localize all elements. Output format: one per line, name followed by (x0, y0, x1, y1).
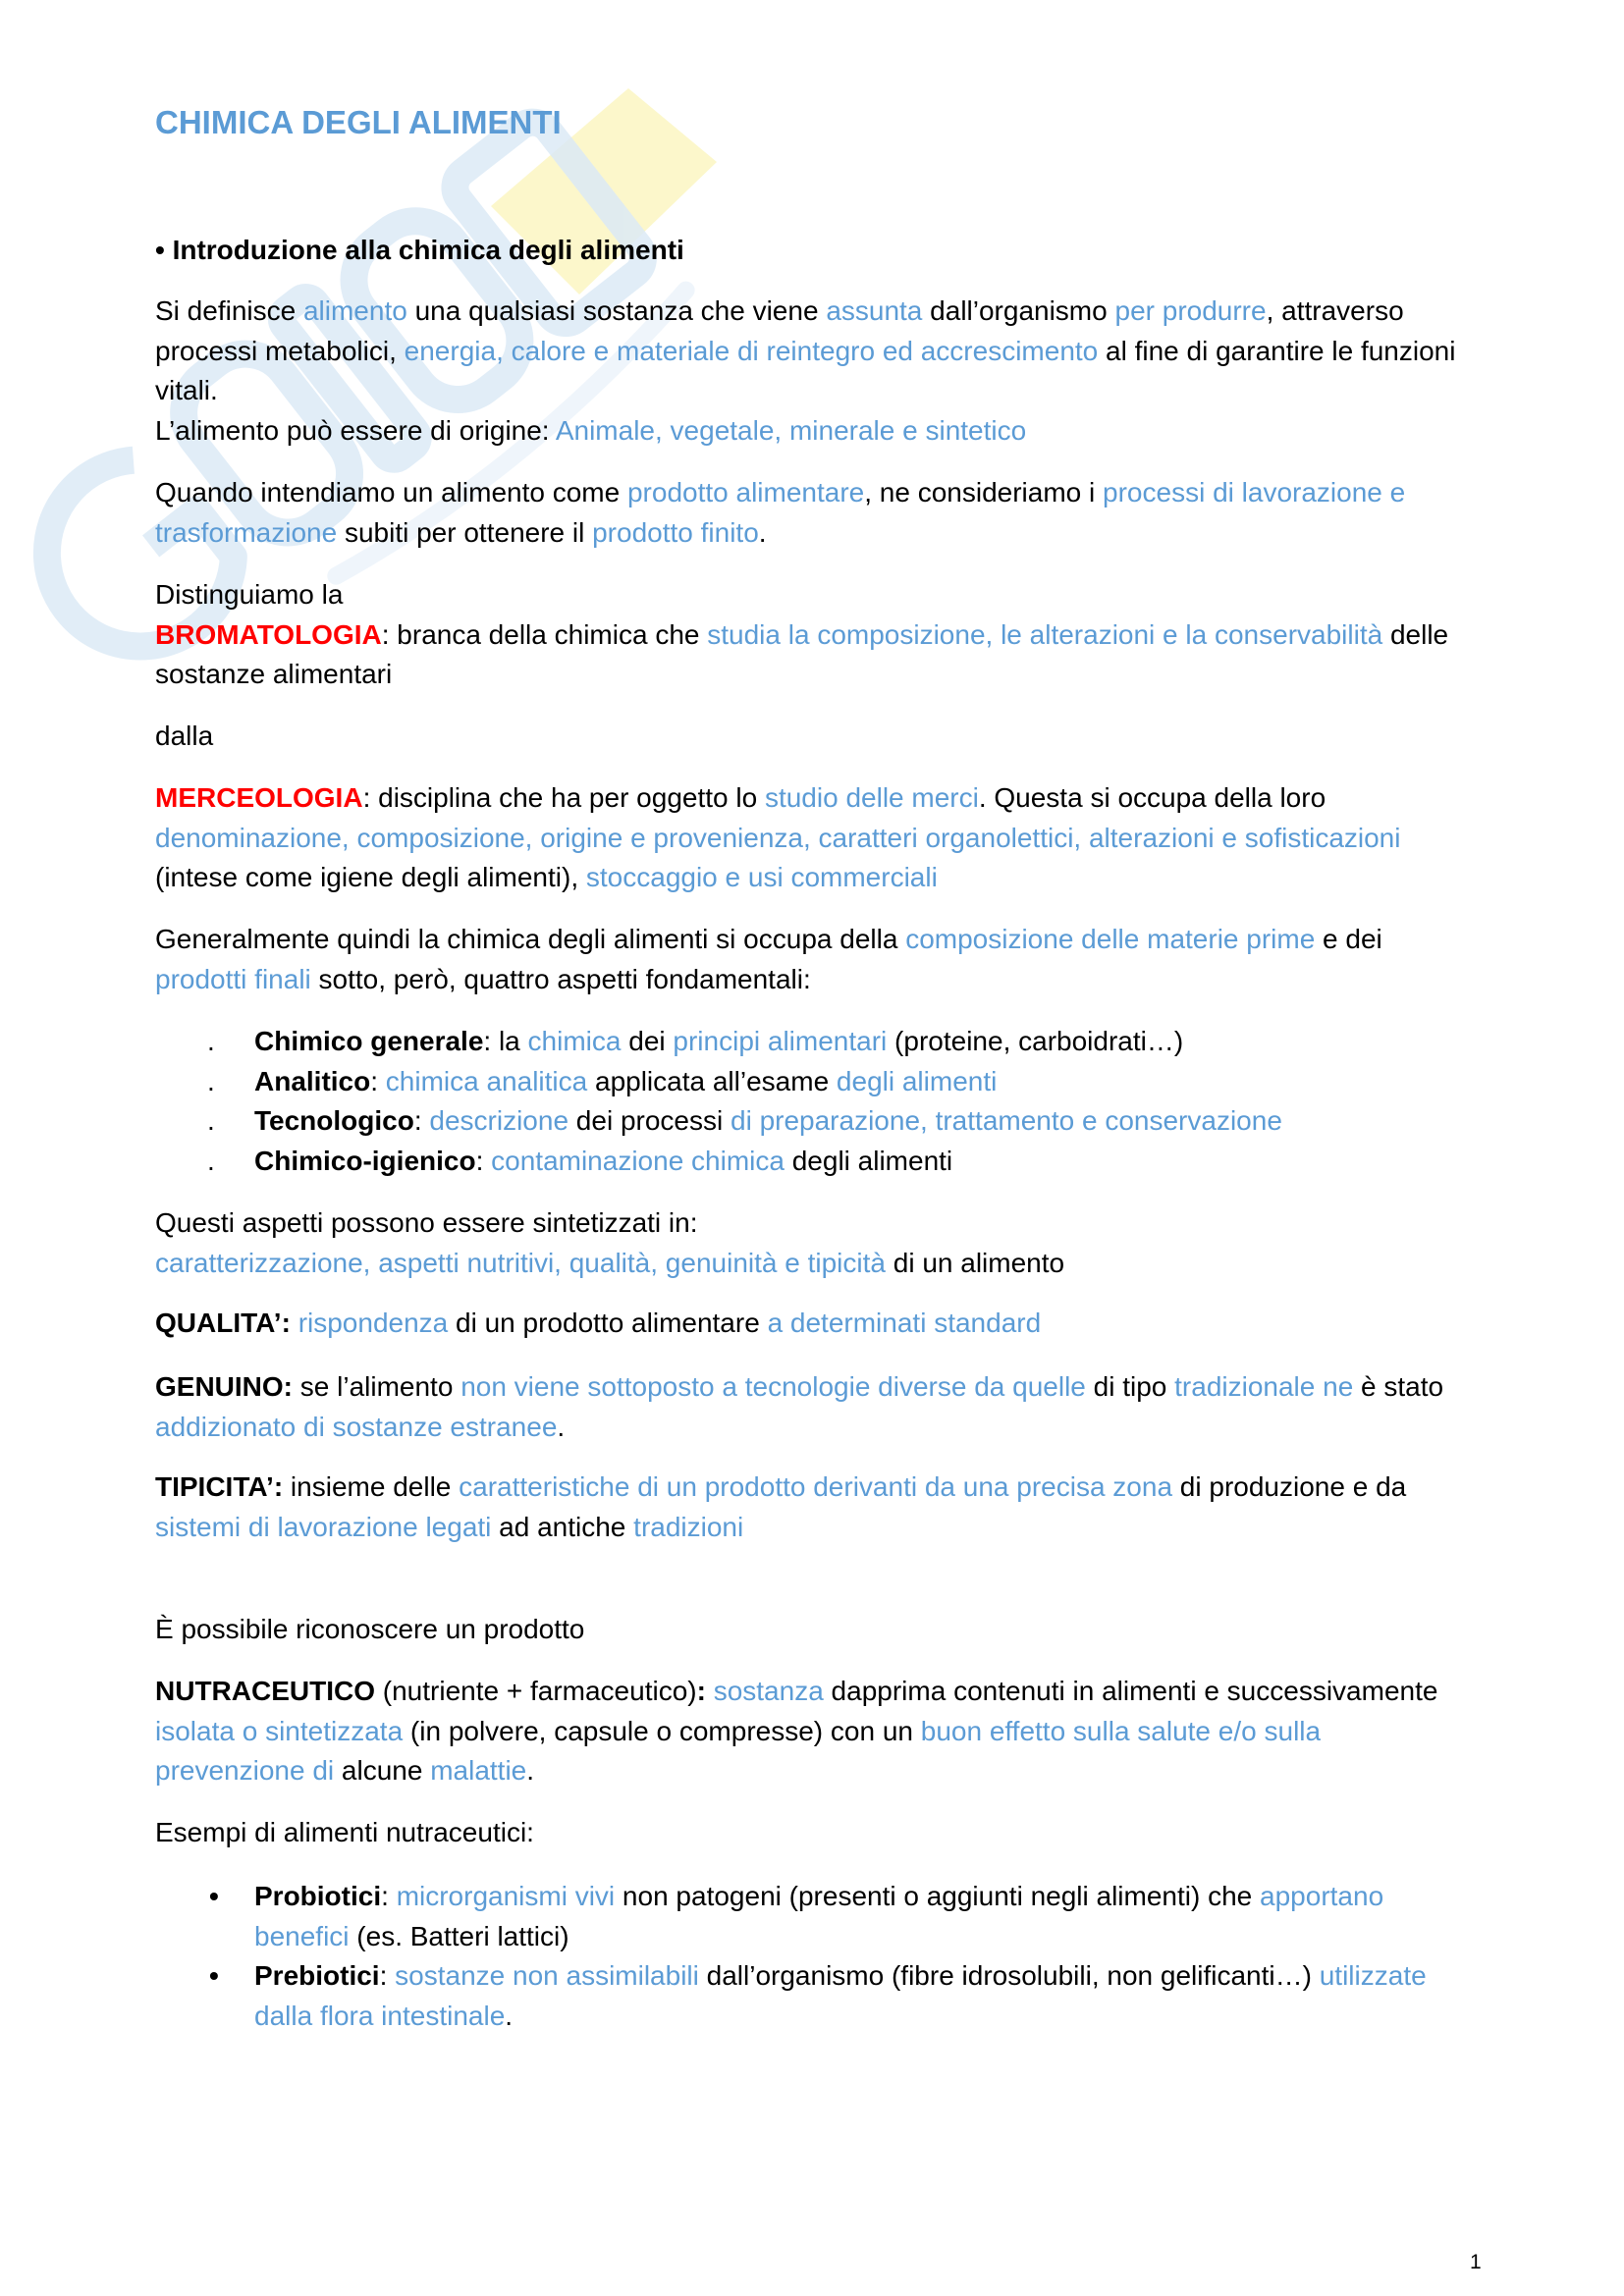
highlighted-text: caratteristiche di un prodotto derivanti da una precisa zona (459, 1471, 1173, 1502)
list-item-text (254, 1022, 1530, 1062)
text-run: dalla (155, 721, 214, 751)
highlighted-text: apportano (1260, 1881, 1384, 1911)
text-run: al fine di garantire le funzioni (1098, 335, 1456, 366)
highlighted-text: per produrre (1114, 295, 1267, 326)
text-run: dapprima contenuti in alimenti e successivamente (823, 1676, 1438, 1706)
text-run: subiti per ottenere il (337, 516, 593, 548)
list-item (155, 1142, 1530, 1182)
text-run: : la (483, 1026, 528, 1056)
text-run: (intese come igiene degli alimenti), (155, 862, 586, 893)
text-line (254, 1877, 1530, 1917)
text-run: (nutriente + farmaceutico) (375, 1676, 697, 1706)
aspects-list (155, 1022, 1530, 1181)
highlighted-text: caratterizzazione, aspetti nutritivi, qualità, genuinità e tipicità (155, 1247, 886, 1278)
bullet-marker: . (207, 1065, 215, 1096)
highlighted-text: sistemi di lavorazione legati (155, 1511, 492, 1542)
text-line (155, 292, 1530, 332)
page-number: 1 (1470, 2251, 1482, 2273)
highlighted-text: energia, calore e materiale di reintegro ed accrescimento (404, 335, 1099, 366)
bold-text: NUTRACEUTICO (155, 1676, 375, 1706)
list-item-text (254, 1101, 1530, 1142)
highlighted-text: chimica analitica (385, 1065, 588, 1096)
text-line (155, 1408, 1530, 1448)
text-run: . (505, 2000, 514, 2031)
bold-text: : (696, 1676, 706, 1706)
text-run: Quando intendiamo un alimento come (155, 477, 627, 507)
highlighted-text: composizione delle materie prime (905, 924, 1316, 954)
text-run: e dei (1315, 924, 1382, 954)
bullet-marker: . (207, 1145, 215, 1176)
text-line (155, 858, 1530, 898)
text-run: Generalmente quindi la chimica degli alimenti si occupa della (155, 924, 906, 954)
paragraph-merceologia (155, 778, 1530, 898)
bold-text: Chimico-igienico (254, 1145, 476, 1176)
highlighted-text: trasformazione (155, 516, 338, 548)
paragraph-aspetti-intro (155, 920, 1530, 999)
text-line (155, 717, 1530, 757)
highlighted-text: studia la composizione, le alterazioni e la conservabilità (707, 618, 1383, 650)
highlighted-text: rispondenza (298, 1308, 449, 1338)
text-line (155, 819, 1530, 859)
text-run: non patogeni (presenti o aggiunti negli alimenti) che (615, 1881, 1261, 1911)
paragraph-prodotto-alimentare (155, 473, 1530, 553)
highlighted-text: dalla flora intestinale (254, 2000, 506, 2031)
text-line (254, 1997, 1530, 2037)
highlighted-text: prodotti finali (155, 963, 311, 994)
bold-text: • Introduzione alla chimica degli alimenti (155, 235, 684, 265)
list-item (155, 1101, 1530, 1142)
text-run: delle (1382, 618, 1449, 650)
text-run: , ne consideriamo i (864, 477, 1104, 507)
bold-text: Chimico generale (254, 1026, 484, 1056)
text-line (155, 1304, 1530, 1344)
bold-text: Prebiotici (254, 1960, 380, 1992)
highlighted-text: isolata o sintetizzata (155, 1715, 404, 1746)
highlighted-text: benefici (254, 1920, 350, 1951)
text-line (155, 1672, 1530, 1712)
text-run: , attraverso (1266, 295, 1404, 326)
text-run: Esempi di alimenti nutraceutici: (155, 1817, 534, 1847)
highlighted-text: prevenzione di (155, 1755, 335, 1787)
highlighted-text: a determinati standard (767, 1308, 1042, 1338)
text-run: : (413, 1105, 430, 1137)
text-line (155, 332, 1530, 372)
definition-qualita (155, 1304, 1530, 1344)
text-run: ad antiche (491, 1511, 634, 1542)
text-run: : (475, 1145, 492, 1176)
highlighted-text: non viene sottoposto a tecnologie diverse da quelle (460, 1371, 1086, 1402)
paragraph-prodotto-riconoscibile (155, 1610, 1530, 1650)
highlighted-text: alimento (302, 295, 407, 326)
text-line (254, 1022, 1530, 1062)
definition-nutraceutico (155, 1672, 1530, 1791)
definition-tipicita (155, 1468, 1530, 1547)
text-line (155, 1610, 1530, 1650)
text-run: vitali. (155, 375, 218, 406)
text-line (155, 575, 1530, 615)
bullet-marker: • (209, 1960, 219, 1992)
highlighted-text: stoccaggio e usi commerciali (585, 862, 938, 893)
paragraph-sintesi-aspetti (155, 1203, 1530, 1283)
text-line (155, 1712, 1530, 1752)
text-run: degli alimenti (784, 1145, 953, 1176)
paragraph-definizione-alimento (155, 292, 1530, 451)
text-run: se l’alimento (293, 1371, 461, 1402)
text-run: (in polvere, capsule o compresse) con un (403, 1715, 921, 1746)
text-run: insieme delle (283, 1471, 460, 1502)
bold-text: Tecnologico (254, 1105, 414, 1137)
highlighted-text: addizionato di sostanze estranee (155, 1411, 558, 1442)
text-run: : branca della chimica che (381, 618, 708, 650)
highlighted-text: malattie (430, 1755, 527, 1787)
text-line (155, 1367, 1530, 1408)
text-line (254, 1917, 1530, 1957)
definition-genuino (155, 1367, 1530, 1447)
highlighted-text: contaminazione chimica (491, 1145, 785, 1176)
list-item (155, 1877, 1530, 1956)
text-line (254, 1956, 1530, 1997)
bold-text: Probiotici (254, 1881, 382, 1911)
text-line (155, 1468, 1530, 1508)
key-term: BROMATOLOGIA (155, 618, 382, 650)
highlighted-text: chimica (527, 1026, 622, 1056)
text-line (155, 778, 1530, 819)
text-line (155, 1244, 1530, 1284)
highlighted-text: tradizionale ne (1174, 1371, 1354, 1402)
highlighted-text: tradizioni (633, 1511, 744, 1542)
nutraceutici-list (155, 1877, 1530, 2036)
text-line (155, 615, 1530, 656)
list-item-text (254, 1877, 1530, 1956)
text-run: applicata all’esame (587, 1065, 837, 1096)
text-line (155, 1508, 1530, 1548)
bullet-marker: . (207, 1105, 215, 1137)
text-run: . (526, 1755, 535, 1787)
text-run: di tipo (1085, 1371, 1175, 1402)
list-item (155, 1062, 1530, 1102)
text-run: è stato (1353, 1371, 1444, 1402)
list-item-text (254, 1956, 1530, 2036)
highlighted-text: utilizzate (1319, 1960, 1427, 1992)
text-run: : (381, 1881, 397, 1911)
bold-text: GENUINO: (155, 1371, 293, 1402)
text-line (155, 1203, 1530, 1244)
highlighted-text: sostanza (713, 1676, 824, 1706)
highlighted-text: descrizione (429, 1105, 569, 1137)
list-item-text (254, 1062, 1530, 1102)
text-run: (es. Batteri lattici) (349, 1920, 569, 1951)
text-line (254, 1062, 1530, 1102)
bullet-marker: • (209, 1881, 219, 1911)
text-line (155, 1751, 1530, 1791)
text-line (155, 655, 1530, 695)
bold-text: TIPICITA’: (155, 1471, 284, 1502)
text-run: : disciplina che ha per oggetto lo (362, 782, 765, 813)
highlighted-text: Animale, vegetale, minerale e sintetico (555, 414, 1027, 446)
document-title: CHIMICA DEGLI ALIMENTI (155, 104, 562, 140)
text-run: : (379, 1960, 396, 1992)
text-run: dall’organismo (fibre idrosolubili, non gelificanti…) (698, 1960, 1320, 1992)
text-run: sotto, però, quattro aspetti fondamentali: (310, 963, 811, 994)
text-line (155, 920, 1530, 960)
text-run: dall’organismo (922, 295, 1115, 326)
text-line (155, 960, 1530, 1000)
text-line (155, 1813, 1530, 1853)
text-run: (proteine, carboidrati…) (887, 1026, 1184, 1056)
list-item (155, 1956, 1530, 2036)
highlighted-text: degli alimenti (836, 1065, 998, 1096)
section-heading (155, 231, 1530, 271)
text-line (254, 1101, 1530, 1142)
paragraph-esempi (155, 1813, 1530, 1853)
key-term: MERCEOLOGIA (155, 782, 363, 813)
highlighted-text: di preparazione, trattamento e conservazione (731, 1105, 1282, 1137)
text-run: sostanze alimentari (155, 659, 393, 690)
text-line (155, 231, 1530, 271)
highlighted-text: principi alimentari (673, 1026, 888, 1056)
highlighted-text: studio delle merci (764, 782, 979, 813)
highlighted-text: processi di lavorazione e (1103, 477, 1406, 507)
text-run: una qualsiasi sostanza che viene (406, 295, 827, 326)
highlighted-text: denominazione, composizione, origine e provenienza, caratteri organolettici, alterazioni e sofisticazioni (155, 822, 1401, 853)
list-item-text (254, 1142, 1530, 1182)
text-run: dei processi (568, 1105, 731, 1137)
text-run: Distinguiamo la (155, 579, 344, 610)
text-run: di un alimento (885, 1247, 1065, 1278)
list-item (155, 1022, 1530, 1062)
text-run: . Questa si occupa della loro (978, 782, 1326, 813)
text-line (155, 473, 1530, 513)
text-line (254, 1142, 1530, 1182)
text-line (155, 411, 1530, 452)
text-run (706, 1676, 714, 1706)
text-run: : (370, 1065, 386, 1096)
text-run: Si definisce (155, 295, 303, 326)
highlighted-text: sostanze non assimilabili (395, 1960, 699, 1992)
paragraph-bromatologia (155, 575, 1530, 695)
bold-text: Analitico (254, 1065, 371, 1096)
paragraph-dalla (155, 717, 1530, 757)
highlighted-text: microrganismi vivi (396, 1881, 616, 1911)
bold-text: QUALITA’: (155, 1308, 298, 1338)
text-run: . (758, 516, 767, 548)
highlighted-text: prodotto finito (592, 516, 759, 548)
highlighted-text: assunta (826, 295, 923, 326)
text-line (155, 371, 1530, 411)
text-run: . (557, 1411, 566, 1442)
text-run: È possibile riconoscere un prodotto (155, 1614, 585, 1644)
highlighted-text: buon effetto sulla salute e/o sulla (920, 1715, 1322, 1746)
text-run: di produzione e da (1172, 1471, 1407, 1502)
text-run: L’alimento può essere di origine: (155, 414, 556, 446)
text-run: di un prodotto alimentare (448, 1308, 768, 1338)
text-line (155, 513, 1530, 554)
text-run: Questi aspetti possono essere sintetizzati in: (155, 1207, 698, 1238)
highlighted-text: prodotto alimentare (626, 477, 865, 507)
bullet-marker: . (207, 1026, 215, 1056)
text-run: dei (621, 1026, 674, 1056)
text-run: processi metabolici, (155, 335, 405, 366)
text-run: alcune (334, 1755, 431, 1787)
